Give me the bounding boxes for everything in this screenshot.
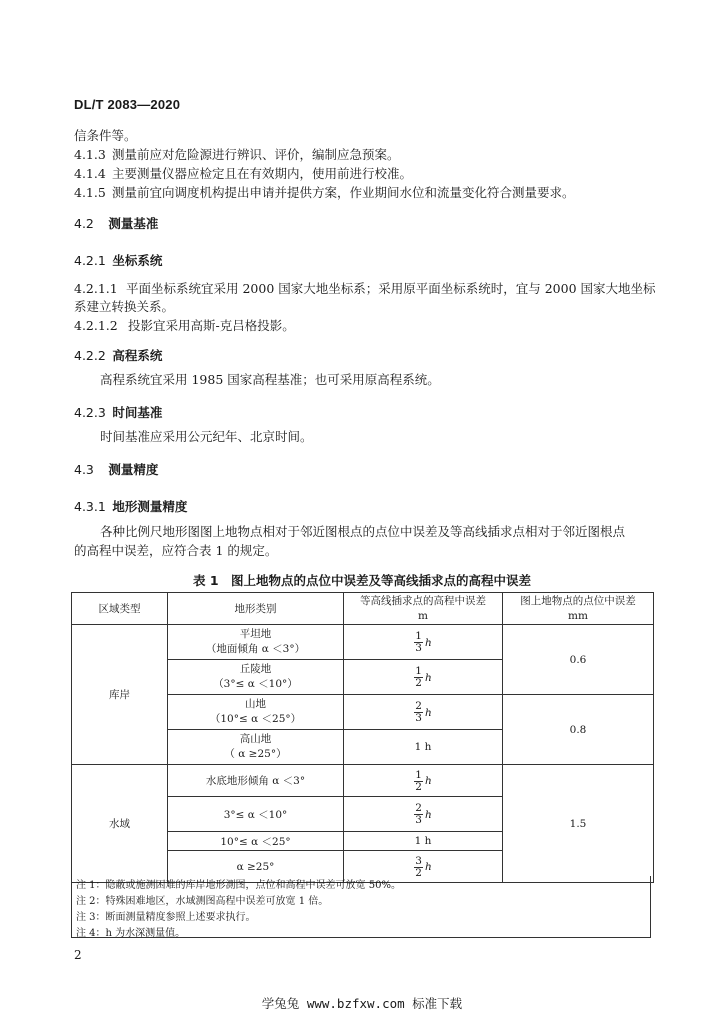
header-position-unit: mm [568,609,588,622]
terrain-cell [168,660,344,695]
section-4-3-1-heading [74,497,187,515]
note-3: 注 3：断面测量精度参照上述要求执行。 [76,912,256,923]
paragraph-4-3-1-line1: 各种比例尺地形图图上地物点相对于邻近图根点的点位中误差及等高线插求点相对于邻近图根点 [100,524,626,539]
elevation-cell [344,797,503,832]
numerator: 1 [415,630,422,642]
numerator: 2 [415,802,422,814]
terrain-cell [168,625,344,660]
denominator: 2 [415,780,422,793]
numerator: 2 [415,700,422,712]
depth-symbol: h [424,808,432,821]
table-row [72,625,654,660]
terrain-cell: α ≥25° [168,851,344,883]
numerator: 1 [415,768,422,781]
clause-4-2-1-1-line2: 系建立转换关系。 [74,299,175,314]
terrain-name: 平坦地 [239,628,272,640]
elevation-cell: 1 h [344,730,503,765]
header-area-type: 区域类型 [72,593,168,625]
terrain-cell [168,695,344,730]
section-number: 4.3 [74,462,94,477]
terrain-name: 高山地 [239,733,272,745]
section-number: 4.3.1 [74,499,106,514]
section-title: 测量基准 [108,216,159,231]
denominator: 2 [415,866,422,879]
table-header-row [72,593,654,625]
denominator: 3 [415,814,422,826]
fraction-value [414,701,431,724]
position-value-cell: 1.5 [503,765,654,883]
section-4-2-2-heading [74,346,162,364]
terrain-cell: 10°≤ α ＜25° [168,832,344,851]
header-elevation-unit: m [418,609,428,622]
clause-number: 4.1.3 [74,147,106,162]
header-terrain-type: 地形类别 [168,593,344,625]
terrain-cell: 3°≤ α ＜10° [168,797,344,832]
elevation-cell [344,660,503,695]
clause-4-2-1-2 [74,318,295,334]
depth-symbol: h [424,636,432,649]
clause-text: 测量前应对危险源进行辨识、评价，编制应急预案。 [111,147,400,162]
site-footer: 学兔兔 www.bzfxw.com 标准下载 [261,996,463,1011]
group-water: 水域 [72,765,168,883]
section-title: 地形测量精度 [112,499,188,514]
paragraph-4-2-3: 时间基准应采用公元纪年、北京时间。 [100,429,313,444]
section-number: 4.2.2 [74,348,106,363]
section-number: 4.2 [74,216,94,231]
terrain-cell: 水底地形倾角 α ＜3° [168,765,344,797]
header-position-error [503,593,654,625]
section-title: 时间基准 [112,405,163,420]
section-title: 测量精度 [108,462,159,477]
fraction-value [414,631,431,654]
depth-symbol: h [424,671,432,684]
denominator: 2 [415,677,422,689]
clause-4-1-3 [74,147,400,163]
header-elevation-label: 等高线插求点的高程中误差 [360,594,486,607]
continuation-line: 信条件等。 [74,128,137,143]
page-number: 2 [74,948,82,962]
accuracy-table [71,592,654,883]
header-elevation-error [344,593,503,625]
fraction-value [414,666,431,689]
depth-symbol: h [424,775,432,787]
depth-symbol: h [424,706,432,719]
note-1: 注 1：隐蔽或施测困难的库岸地形測图，点位和高程中误差可放宽 50%。 [76,880,401,891]
section-4-2-1-heading [74,251,162,269]
terrain-range: （3°≤ α ＜10°） [213,678,298,690]
denominator: 3 [415,642,422,654]
clause-text: 平面坐标系统宜采用 2000 国家大地坐标系；采用原平面坐标系统时，宜与 2000 国家大地坐标 [125,281,656,296]
position-value-cell: 0.6 [503,625,654,695]
clause-text: 主要测量仪器应检定且在有效期内，使用前进行校准。 [111,166,412,181]
section-4-2-3-heading [74,403,162,421]
terrain-range: （10°≤ α ＜25°） [209,713,302,725]
numerator: 3 [415,854,422,867]
note-4: 注 4：h 为水深测量值。 [76,928,186,939]
terrain-range: （地面倾角 α ＜3°） [205,643,306,655]
note-2: 注 2：特殊困难地区，水域测图高程中误差可放宽 1 倍。 [76,896,329,907]
table-row [72,765,654,797]
clause-text: 测量前宜向调度机构提出申请并提供方案，作业期间水位和流量变化符合测量要求。 [111,185,575,200]
clause-number: 4.1.4 [74,166,106,181]
section-number: 4.2.3 [74,405,106,420]
section-number: 4.2.1 [74,253,106,268]
clause-number: 4.2.1.1 [74,281,118,296]
terrain-name: 丘陵地 [239,663,272,675]
header-position-label: 图上地物点的点位中误差 [520,594,636,607]
terrain-cell [168,730,344,765]
fraction-value [414,803,431,826]
table-caption: 表 1 图上地物点的点位中误差及等高线插求点的高程中误差 [192,573,532,588]
group-bank: 库岸 [72,625,168,765]
elevation-cell [344,765,503,797]
clause-text: 投影宜采用高斯-克吕格投影。 [127,318,295,333]
section-4-2-heading [74,214,158,232]
elevation-cell [344,625,503,660]
elevation-cell [344,695,503,730]
denominator: 3 [415,712,422,724]
clause-4-1-4 [74,166,412,182]
clause-4-1-5 [74,185,575,201]
clause-number: 4.1.5 [74,185,106,200]
section-title: 坐标系统 [112,253,163,268]
standard-code-header: DL/T 2083—2020 [74,97,181,112]
position-value-cell: 0.8 [503,695,654,765]
section-4-3-heading [74,460,158,478]
numerator: 1 [415,665,422,677]
paragraph-4-3-1-line2: 的高程中误差，应符合表 1 的规定。 [74,543,278,558]
fraction-value [414,770,431,793]
elevation-cell: 1 h [344,832,503,851]
paragraph-4-2-2: 高程系统宜采用 1985 国家高程基准；也可采用原高程系统。 [100,372,440,387]
terrain-name: 山地 [245,698,266,710]
depth-symbol: h [424,861,432,873]
clause-number: 4.2.1.2 [74,318,118,333]
clause-4-2-1-1-line1 [74,281,656,297]
section-title: 高程系统 [112,348,163,363]
table-notes [71,876,651,938]
terrain-range: （ α ≥25°） [224,748,287,760]
